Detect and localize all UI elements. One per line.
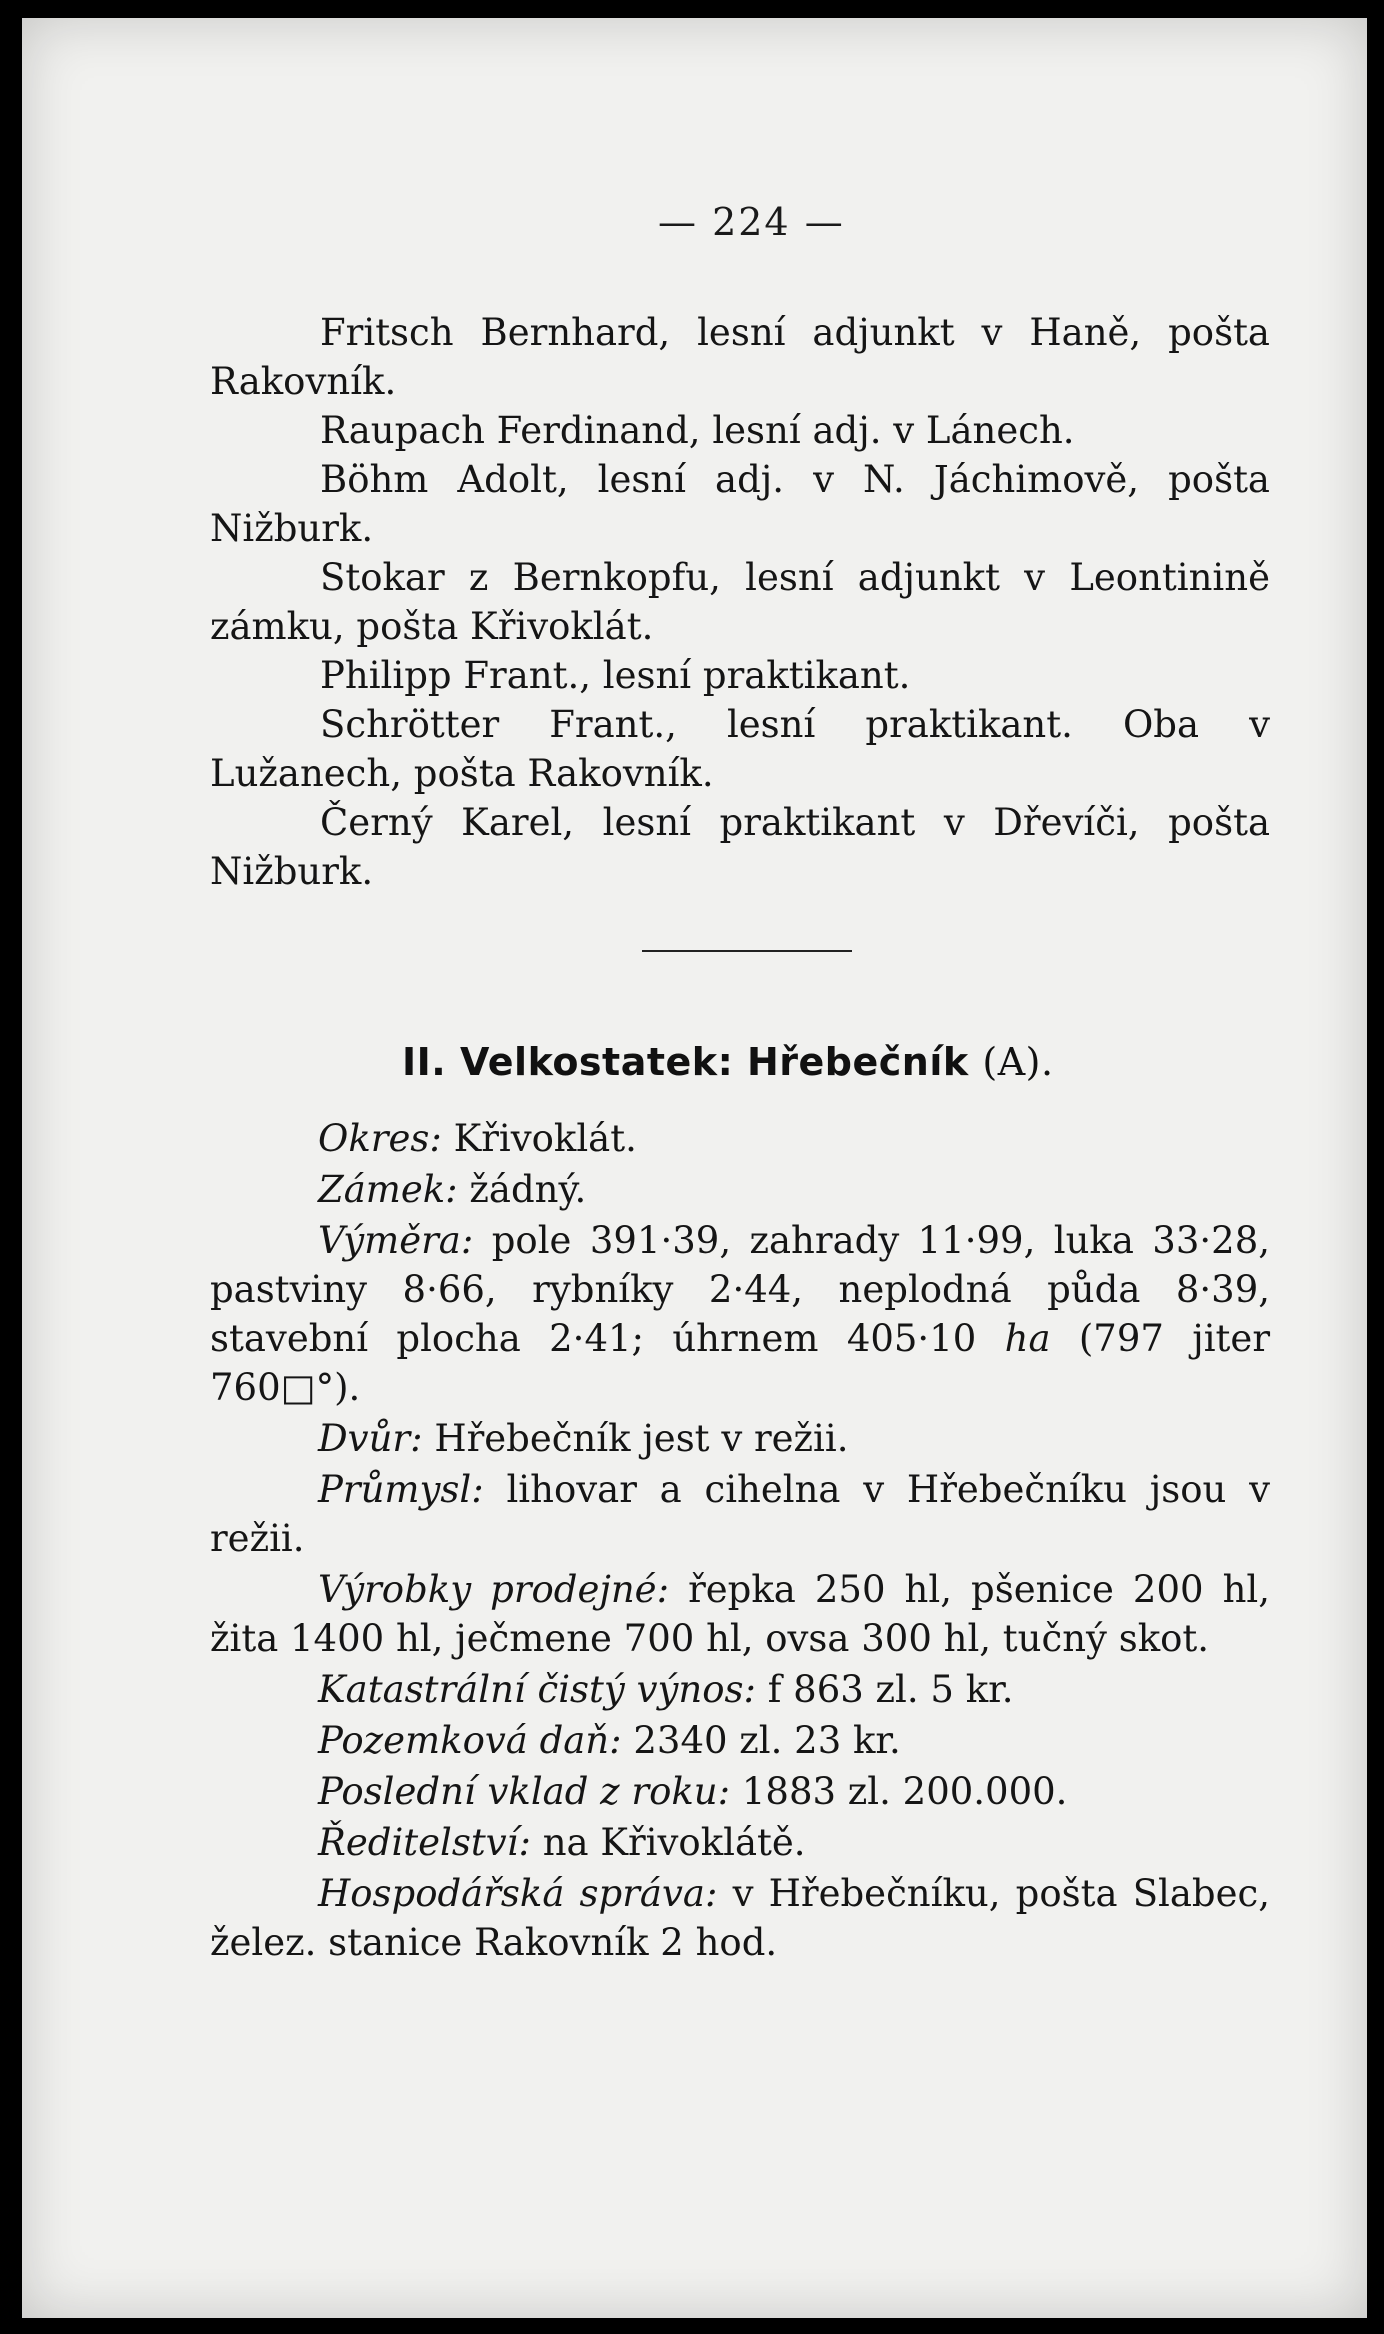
prumysl-value: lihovar a cihelna v Hřebečníku jsou v režii. xyxy=(210,1468,1270,1560)
vyrobky-label: Výrobky prodejné: xyxy=(318,1568,670,1611)
personnel-entry: Raupach Ferdinand, lesní adj. v Lánech. xyxy=(320,409,1075,452)
reditelstvi-value: na Křivoklátě. xyxy=(542,1821,806,1864)
detail-vklad xyxy=(210,1767,1270,1816)
section-divider xyxy=(642,950,852,952)
personnel-entry: Schrötter Frant., lesní praktikant. Oba v Lužanech, pošta Rakovník. xyxy=(210,703,1270,795)
katastr-value: f 863 zl. 5 kr. xyxy=(767,1668,1014,1711)
dan-label: Pozemková daň: xyxy=(318,1719,622,1762)
detail-vymera xyxy=(210,1216,1270,1412)
detail-dan xyxy=(210,1716,1270,1765)
detail-okres xyxy=(210,1114,1270,1163)
detail-vyrobky xyxy=(210,1565,1270,1663)
zamek-label: Zámek: xyxy=(318,1168,458,1211)
dan-value: 2340 zl. 23 kr. xyxy=(633,1719,901,1762)
sprava-value: v Hřebečníku, pošta Slabec, želez. stanice Rakovník 2 hod. xyxy=(210,1872,1270,1964)
katastr-label: Katastrální čistý výnos: xyxy=(318,1668,756,1711)
personnel-entry: Philipp Frant., lesní praktikant. xyxy=(320,654,911,697)
dvur-value: Hřebečník jest v režii. xyxy=(434,1417,849,1460)
zamek-value: žádný. xyxy=(469,1168,587,1211)
dvur-label: Dvůr: xyxy=(318,1417,423,1460)
personnel-list xyxy=(210,308,1270,896)
prumysl-label: Průmysl: xyxy=(318,1468,484,1511)
personnel-entry: Fritsch Bernhard, lesní adjunkt v Haně, pošta Rakovník. xyxy=(210,311,1270,403)
book-page xyxy=(22,18,1367,2318)
okres-value: Křivoklát. xyxy=(453,1117,637,1160)
reditelstvi-label: Ředitelství: xyxy=(318,1821,531,1864)
detail-prumysl xyxy=(210,1465,1270,1563)
section-heading-suffix: (A). xyxy=(982,1040,1054,1084)
vyrobky-value: řepka 250 hl, pšenice 200 hl, žita 1400 hl, ječmene 700 hl, ovsa 300 hl, tučný skot. xyxy=(210,1568,1271,1660)
page-number: — 224 — xyxy=(658,200,845,244)
sprava-label: Hospodářská správa: xyxy=(318,1872,718,1915)
section-heading xyxy=(402,1040,1054,1084)
estate-details xyxy=(210,1114,1270,1969)
vymera-value: pole 391·39, zahrady 11·99, luka 33·28, pastviny 8·66, rybníky 2·44, neplodná půda 8·39, stavební plocha 2·41; úhrnem 405·10 xyxy=(210,1219,1270,1360)
section-heading-title: II. Velkostatek: Hřebečník xyxy=(402,1040,969,1084)
personnel-entry: Stokar z Bernkopfu, lesní adjunkt v Leontinině zámku, pošta Křivoklát. xyxy=(210,556,1270,648)
vymera-value-jitra: (797 jiter 760□°). xyxy=(210,1317,1271,1409)
detail-katastr xyxy=(210,1665,1270,1714)
vymera-unit: ha xyxy=(1004,1317,1051,1360)
personnel-entry: Černý Karel, lesní praktikant v Dřevíči, pošta Nižburk. xyxy=(210,801,1270,893)
detail-reditelstvi xyxy=(210,1818,1270,1867)
okres-label: Okres: xyxy=(318,1117,442,1160)
vklad-value: 1883 zl. 200.000. xyxy=(741,1770,1068,1813)
detail-sprava xyxy=(210,1869,1270,1967)
personnel-entry: Böhm Adolt, lesní adj. v N. Jáchimově, pošta Nižburk. xyxy=(210,458,1270,550)
vklad-label: Poslední vklad z roku: xyxy=(318,1770,731,1813)
vymera-label: Výměra: xyxy=(318,1219,474,1262)
detail-zamek xyxy=(210,1165,1270,1214)
detail-dvur xyxy=(210,1414,1270,1463)
